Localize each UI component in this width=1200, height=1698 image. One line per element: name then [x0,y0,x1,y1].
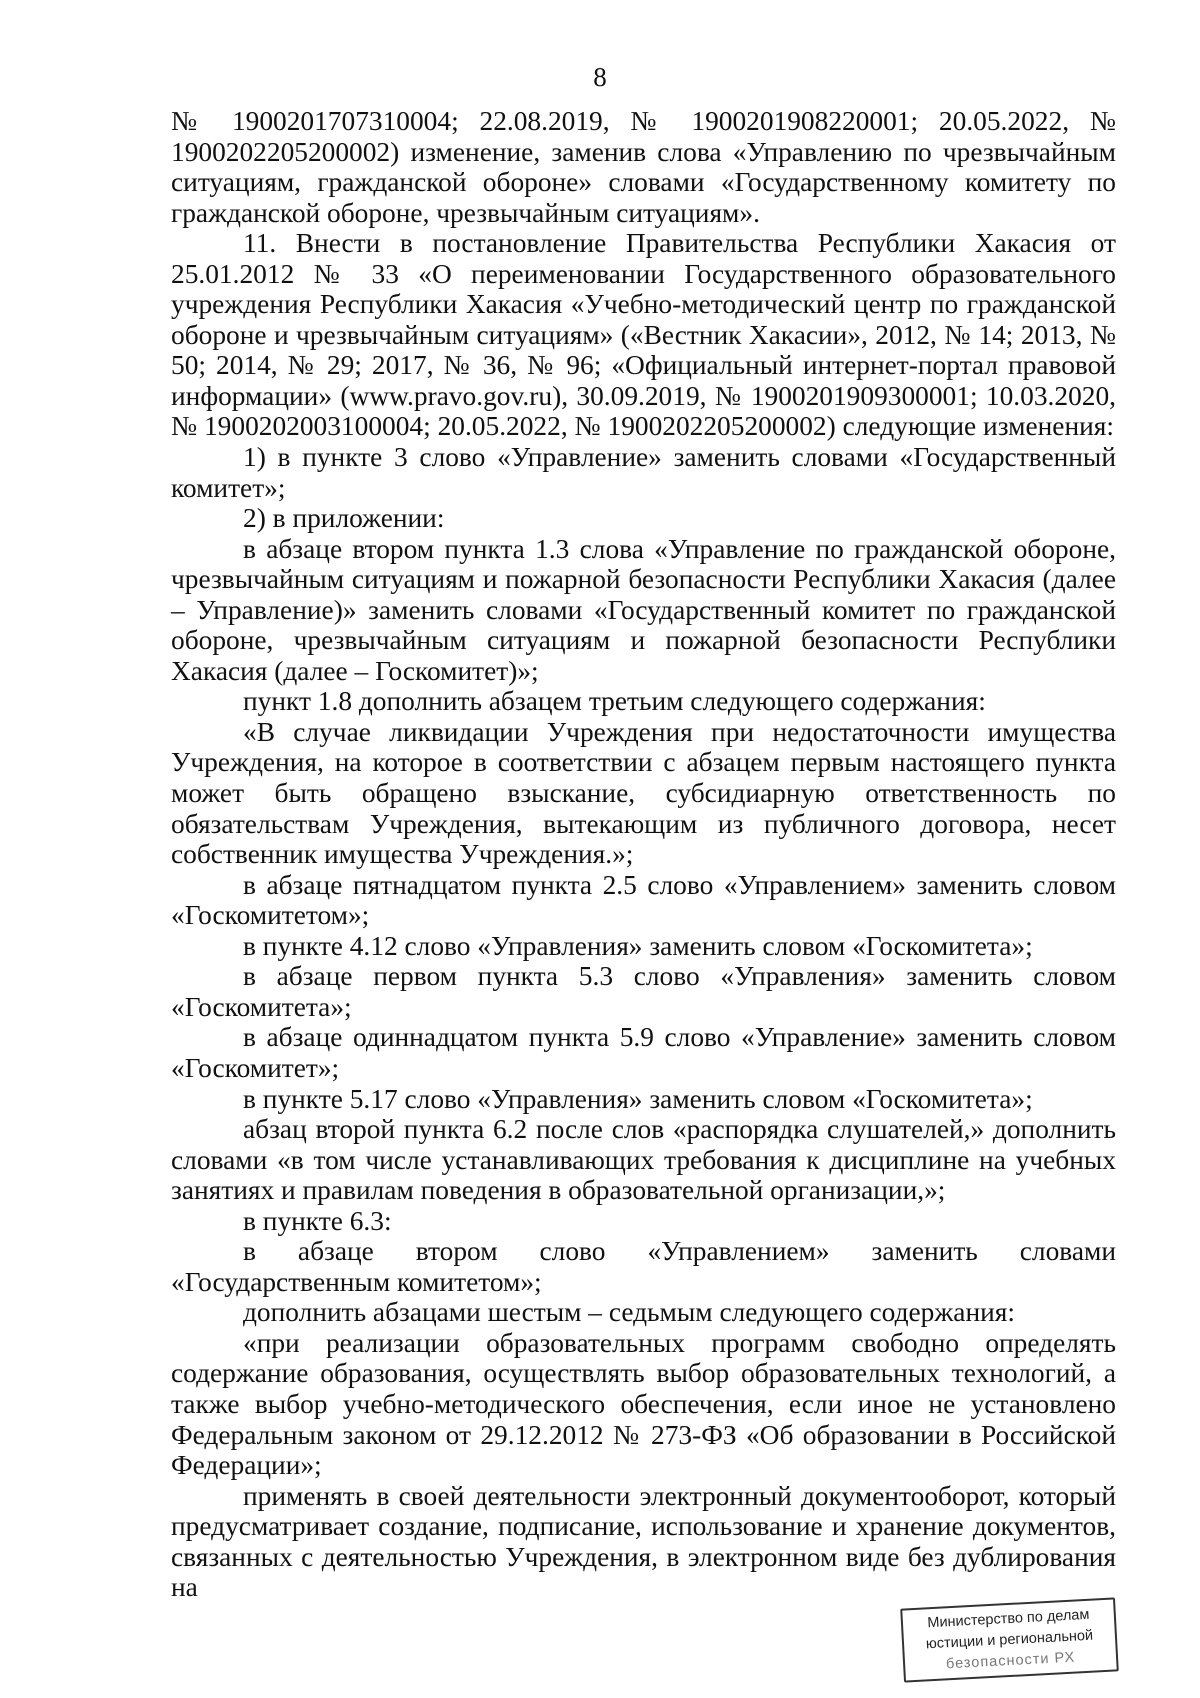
paragraph: в пункте 5.17 слово «Управления» заменить словом «Госкомитета»; [243,1083,1033,1114]
stamp-line: юстиции и региональной [925,1627,1094,1653]
paragraph: в абзаце пятнадцатом пункта 2.5 слово «Управлением» заменить словом «Госкомитетом»; [171,869,1116,931]
document-body [171,106,1116,1603]
paragraph: пункт 1.8 дополнить абзацем третьим следующего содержания: [243,686,986,717]
paragraph: № 1900201707310004; 22.08.2019, № 1900201908220001; 20.05.2022, № 1900202205200002) изменение, заменив слова «Управлению по чрезвычайным ситуациям, гражданской обороне» словами «Государственному комитету по гражданской обороне, чрезвычайным ситуациям». [171,106,1116,228]
paragraph: в абзаце первом пункта 5.3 слово «Управления» заменить словом «Госкомитета»; [171,961,1116,1022]
stamp-line: безопасности РХ [945,1649,1076,1673]
page-number: 8 [593,62,607,92]
paragraph: в абзаце втором слово «Управлением» заменить словами «Государственным комитетом»; [171,1236,1116,1297]
paragraph: 2) в приложении: [243,503,445,534]
paragraph: абзац второй пункта 6.2 после слов «распорядка слушателей,» дополнить словами «в том числе устанавливающих требования к дисциплине на учебных занятиях и правилам поведения в образовательной организации,»; [171,1114,1116,1206]
paragraph: «В случае ликвидации Учреждения при недостаточности имущества Учреждения, на которое в соответствии с абзацем первым настоящего пункта может быть обращено взыскание, субсидиарную ответственность по обязательствам Учреждения, вытекающим из публичного договора, несет собственник имущества Учреждения.»; [171,716,1116,870]
paragraph: применять в своей деятельности электронный документооборот, который предусматривает создание, подписание, использование и хранение документов, связанных с деятельностью Учреждения, в электронном виде без дублирования на [171,1480,1116,1603]
paragraph: в пункте 4.12 слово «Управления» заменить словом «Госкомитета»; [243,930,1033,961]
paragraph: в пункте 6.3: [243,1205,392,1236]
paragraph: дополнить абзацами шестым – седьмым следующего содержания: [243,1297,1015,1328]
paragraph: в абзаце втором пункта 1.3 слова «Управление по гражданской обороне, чрезвычайным ситуациям и пожарной безопасности Республики Хакасия (далее – Управление)» заменить словами «Государственный комитет по гражданской обороне, чрезвычайным ситуациям и пожарной безопасности Республики Хакасия (далее – Госкомитет)»; [171,533,1116,686]
paragraph: «при реализации образовательных программ свободно определять содержание образования, осуществлять выбор образовательных технологий, а также выбор учебно-методического обеспечения, если иное не установлено Федеральным законом от 29.12.2012 № 273-ФЗ «Об образовании в Российской Федерации»; [171,1327,1116,1481]
paragraph: 11. Внести в постановление Правительства Республики Хакасия от 25.01.2012 № 33 «О переименовании Государственного образовательного учреждения Республики Хакасия «Учебно-методический центр по гражданской обороне и чрезвычайным ситуациям» («Вестник Хакасии», 2012, № 14; 2013, № 50; 2014, № 29; 2017, № 36, № 96; «Официальный интернет-портал правовой информации» (www.pravo.gov.ru), 30.09.2019, № 1900201909300001; 10.03.2020, № 1900202003100004; 20.05.2022, № 1900202205200002) следующие изменения: [171,228,1116,442]
stamp-line: Министерство по делам [927,1606,1090,1632]
paragraph: в абзаце одиннадцатом пункта 5.9 слово «Управление» заменить словом «Госкомитет»; [171,1022,1116,1083]
paragraph: 1) в пункте 3 слово «Управление» заменить словами «Государственный комитет»; [171,442,1116,503]
ministry-stamp [900,1597,1119,1682]
